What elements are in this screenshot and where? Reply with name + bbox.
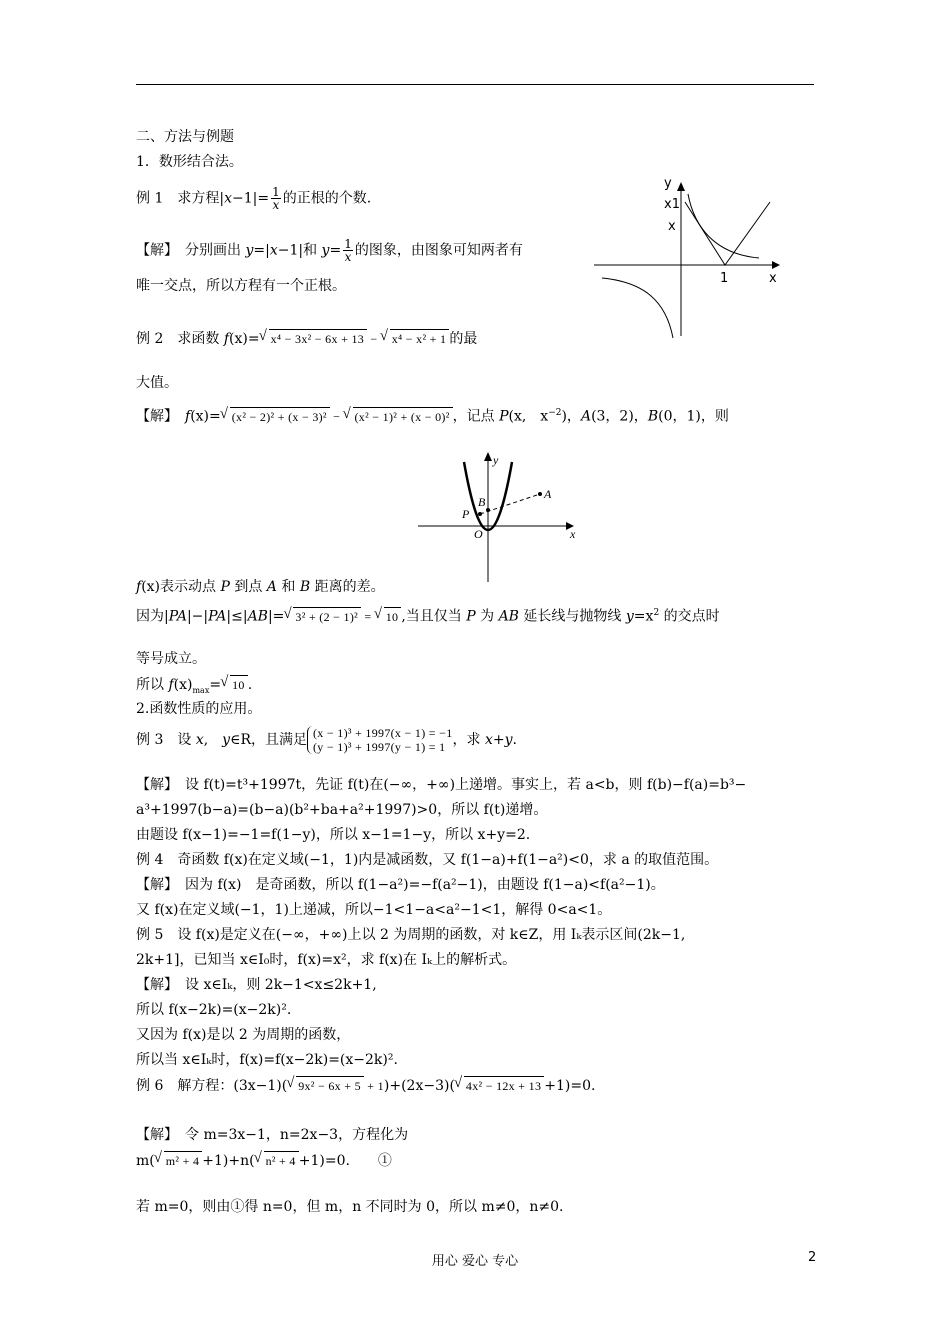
solution-6-line2: m(√ m² + 4 +1)+n(√ n² + 4 +1)=0. ① xyxy=(136,1151,392,1170)
example-1: 例 1 求方程|x−1|= $\frac{1}{x}$ 的正根的个数. xyxy=(136,185,372,212)
example-5-line1: 例 5 设 f(x)是定义在(−∞，+∞)上以 2 为周期的函数，对 k∈Z，用 Iₖ表示区间(2k−1, xyxy=(136,927,686,943)
fig2-p-label: P xyxy=(462,507,470,521)
footer-slogan: 用心 爱心 专心 xyxy=(431,1254,519,1269)
y-axis-arrow xyxy=(484,452,492,461)
solution-3-line1: 【解】 设 f(t)=t³+1997t，先证 f(t)在(−∞，+∞)上递增。事实上，若 a<b，则 f(b)−f(a)=b³− xyxy=(136,777,747,793)
solution-5-line2: 所以 f(x−2k)=(x−2k)². xyxy=(136,1002,292,1018)
fig2-a-label: A xyxy=(544,487,552,501)
fig1-one-label: 1 xyxy=(720,271,729,286)
hyperbola-branch-1 xyxy=(688,194,759,258)
solution-4-line2: 又 f(x)在定义域(−1，1)上递减，所以−1<1−a<a²−1<1，解得 0<a<1。 xyxy=(136,902,612,918)
solution-2-line5: 所以 $f(x)_{max}=√$ 10 . xyxy=(136,675,252,700)
header-rule xyxy=(136,84,814,85)
fig1-x-label: x xyxy=(769,271,777,286)
solution-2-line4: 等号成立。 xyxy=(136,651,206,667)
y-axis-arrow xyxy=(677,182,685,191)
figure-abs-vs-reciprocal xyxy=(594,176,794,344)
subsection-2-heading: 2.函数性质的应用。 xyxy=(136,701,262,717)
fraction: $\frac{1}{x}$ xyxy=(272,185,280,212)
example-2-cont: 大值。 xyxy=(136,375,178,391)
solution-5-line1: 【解】 设 x∈Iₖ，则 2k−1<x≤2k+1, xyxy=(136,977,377,993)
fig1-x-mid-label: x xyxy=(668,219,676,234)
fig1-x1-label: x1 xyxy=(664,197,680,212)
solution-1-line2: 唯一交点，所以方程有一个正根。 xyxy=(136,278,346,294)
solution-4-line1: 【解】 因为 f(x) 是奇函数，所以 f(1−a²)=−f(a²−1)，由题设 f(1−a)<f(a²−1)。 xyxy=(136,877,665,893)
solution-2-line2: f(x)表示动点 P 到点 A 和 B 距离的差。 xyxy=(136,579,385,595)
abs-value-graph xyxy=(685,202,770,265)
point-b xyxy=(486,508,490,512)
page-number: 2 xyxy=(808,1250,817,1265)
solution-2-line3: 因为|PA|−|PA|≤|AB|=√ 3² + (2 − 1)² = √ 10 ,当且仅当 P 为 AB 延长线与抛物线 $y=x^2$ 的交点时 xyxy=(136,604,720,626)
solution-6-line3: 若 m=0，则由①得 n=0，但 m，n 不同时为 0，所以 m≠0，n≠0. xyxy=(136,1199,564,1215)
solution-3-line2: a³+1997(b−a)=(b−a)(b²+ba+a²+1997)>0，所以 f(t)递增。 xyxy=(136,802,548,818)
fraction: $\frac{1}{x}$ xyxy=(344,237,352,264)
subsection-heading: 1．数形结合法。 xyxy=(136,154,243,170)
section-heading: 二、方法与例题 xyxy=(136,129,234,145)
solution-6-line1: 【解】 令 m=3x−1，n=2x−3，方程化为 xyxy=(136,1127,409,1143)
example-4: 例 4 奇函数 f(x)在定义域(−1，1)内是减函数，又 f(1−a)+f(1−a²)<0，求 a 的取值范围。 xyxy=(136,852,719,868)
fig2-o-label: O xyxy=(474,527,483,541)
example-3: 例 3 设 x, y∈R，且满足 (x − 1)³ + 1997(x − 1) = −1 (y − 1)³ + 1997(y − 1) = 1 ，求 x+y. xyxy=(136,726,517,754)
point-a xyxy=(538,492,542,496)
example-6: 例 6 解方程：(3x−1)(√ 9x² − 6x + 5 + 1)+(2x−3)(√ 4x² − 12x + 13 +1)=0. xyxy=(136,1076,595,1095)
solution-1-line1: 【解】 分别画出 y=|x−1|和 y= $\frac{1}{x}$ 的图象，由图象可知两者有 xyxy=(136,237,523,264)
figure-parabola xyxy=(408,438,588,586)
solution-2-line1: 【解】 f(x)=√ (x² − 2)² + (x − 3)² − √ (x² − 1)² + (x − 0)² ，记点 P(x, $x^{-2}$)，A(3，2)，B(0，1)，则 xyxy=(136,404,729,426)
point-p xyxy=(478,512,482,516)
example-5-line2: 2k+1]，已知当 x∈I₀时，f(x)=x²，求 f(x)在 Iₖ上的解析式。 xyxy=(136,952,517,968)
x-axis-arrow xyxy=(772,261,780,269)
solution-3-line3: 由题设 f(x−1)=−1=f(1−y)，所以 x−1=1−y，所以 x+y=2. xyxy=(136,827,531,843)
equation-system: (x − 1)³ + 1997(x − 1) = −1 (y − 1)³ + 1997(y − 1) = 1 xyxy=(307,726,453,754)
fig2-b-label: B xyxy=(478,495,486,509)
solution-5-line3: 又因为 f(x)是以 2 为周期的函数， xyxy=(136,1027,351,1043)
fig1-y-label: y xyxy=(664,176,672,191)
solution-5-line4: 所以当 x∈Iₖ时，f(x)=f(x−2k)=(x−2k)². xyxy=(136,1052,398,1068)
fig2-x-label: x xyxy=(570,527,576,541)
hyperbola-branch-2 xyxy=(602,278,673,338)
fig2-y-label: y xyxy=(493,453,499,467)
example-2: 例 2 求函数 f(x)=√ x⁴ − 3x² − 6x + 13 − √ x⁴ − x² + 1 的最 xyxy=(136,329,477,348)
